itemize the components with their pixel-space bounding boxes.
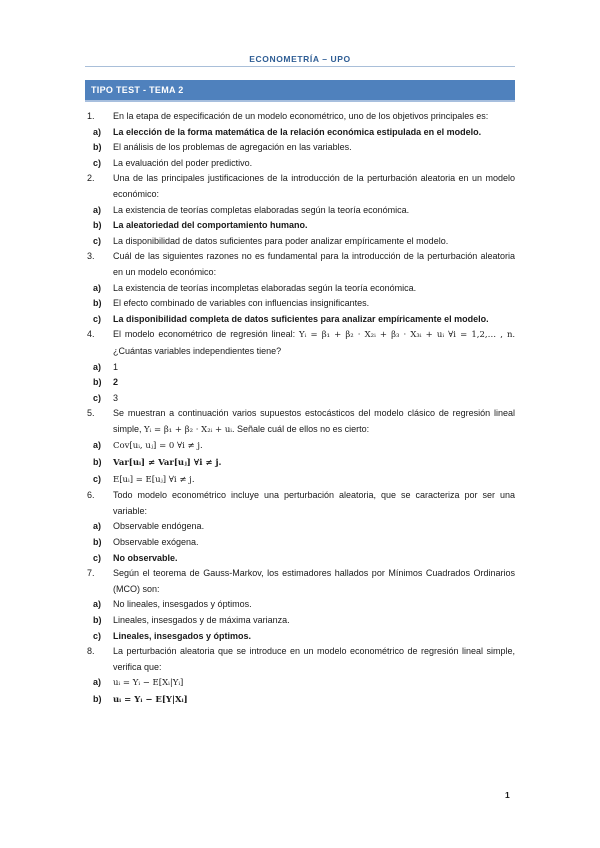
option-text: El análisis de los problemas de agregación en las variables. [113,142,352,153]
option-item [85,360,515,376]
option-item [85,519,515,535]
question-text [113,406,515,438]
option-text: La existencia de teorías completas elaboradas según la teoría económica. [113,204,410,215]
question-8 [85,644,515,675]
option-text: Observable endógena. [113,521,205,532]
option-label: c) [93,157,102,168]
option-item [85,375,515,391]
question-text: En la etapa de especificación de un modelo econométrico, uno de los objetivos principales es: [113,111,489,121]
option-label: c) [93,552,102,563]
option-item [85,438,515,455]
option-label: b) [93,457,102,468]
option-label: b) [93,220,102,231]
option-label: a) [93,677,102,688]
header-divider [85,66,515,67]
option-label: b) [93,615,102,625]
question-number: 5. [87,408,95,419]
question-3-options [85,281,515,328]
option-item [85,296,515,312]
question-text-before: El modelo econométrico de regresión lineal: [113,329,300,340]
question-6 [85,488,515,519]
option-text: 2 [113,377,119,388]
option-text: La aleatoriedad del comportamiento humano. [113,220,308,231]
option-item [85,391,515,407]
question-6-options [85,519,515,566]
section-title: TIPO TEST - TEMA 2 [91,85,184,95]
question-text: Todo modelo econométrico incluye una perturbación aleatoria, que se caracteriza por ser una variable: [113,490,515,516]
option-item [85,312,515,328]
option-item [85,140,515,156]
option-label: c) [93,235,102,246]
question-text-after: . ¿Cuántas variables independientes tiene? [113,329,515,356]
question-number: 6. [87,490,95,501]
option-label: b) [93,298,102,309]
question-number: 1. [87,111,95,121]
regression-equation: Yᵢ = β₁ + β₂ · X₂ᵢ + uᵢ [144,424,233,435]
option-item [85,692,515,709]
option-text: La elección de la forma matemática de la relación económica estipulada en el modelo. [113,126,482,137]
option-text: La disponibilidad de datos suficientes para poder analizar empíricamente el modelo. [113,235,449,246]
option-text: 1 [113,361,119,372]
option-item [85,203,515,219]
option-item [85,629,515,645]
option-label: a) [93,361,102,372]
option-text: El efecto combinado de variables con influencias insignificantes. [113,298,370,309]
option-text: La existencia de teorías incompletas elaboradas según la teoría económica. [113,282,417,293]
option-text: La evaluación del poder predictivo. [113,157,253,168]
option-text: La disponibilidad completa de datos suficientes para analizar empíricamente el modelo. [113,313,489,324]
option-text: uᵢ = Yᵢ − E[Y|Xᵢ] [113,694,188,705]
question-text: Cuál de las siguientes razones no es fundamental para la introducción de la perturbación aleatoria en un modelo económico: [113,251,515,277]
option-text: No lineales, insesgados y óptimos. [113,599,252,610]
option-text: Cov[uᵢ, uⱼ] = 0 ∀i ≠ j. [113,441,203,452]
option-item [85,472,515,489]
option-label: c) [93,392,102,403]
option-label: b) [93,377,102,388]
regression-equation: Yᵢ = β₁ + β₂ · X₂ᵢ + β₃ · X₃ᵢ + uᵢ ∀i = 1,2,… , n [299,330,513,341]
option-label: a) [93,440,102,451]
option-item [85,455,515,472]
question-5 [85,406,515,438]
option-text: E[uᵢ] = E[uⱼ] ∀i ≠ j. [113,474,195,485]
option-item [85,551,515,567]
option-label: a) [93,521,102,532]
question-1 [85,109,515,125]
option-item [85,125,515,141]
question-text: Según el teorema de Gauss-Markov, los estimadores hallados por Mínimos Cuadrados Ordinarios (MCO) son: [113,568,515,594]
question-2-options [85,203,515,250]
question-text-before: Se muestran a continuación varios supuestos estocásticos del modelo clásico de regresión lineal simple, [113,408,515,434]
option-label: c) [93,313,102,324]
question-text: Una de las principales justificaciones de la introducción de la perturbación aleatoria en un modelo económico: [113,173,515,199]
question-list [85,109,515,709]
section-banner [85,80,515,102]
question-7 [85,566,515,597]
question-3 [85,249,515,280]
question-text [113,327,515,359]
option-text: No observable. [113,552,178,563]
option-text: Lineales, insesgados y de máxima varianza. [113,615,290,625]
document-header-title: ECONOMETRÍA – UPO [249,54,351,64]
option-item [85,675,515,692]
question-text: La perturbación aleatoria que se introduce en un modelo econométrico de regresión lineal simple, verifica que: [113,646,515,672]
option-label: c) [93,630,102,641]
question-number: 4. [87,329,95,340]
option-item [85,535,515,551]
option-text: Observable exógena. [113,537,199,548]
question-number: 3. [87,251,95,262]
option-text: 3 [113,392,119,403]
question-number: 7. [87,568,95,579]
option-label: a) [93,282,102,293]
option-item [85,234,515,250]
question-text-after: . Señale cuál de ellos no es cierto: [232,423,370,434]
option-item [85,613,515,629]
question-number: 8. [87,646,95,657]
option-item [85,597,515,613]
option-text: uᵢ = Yᵢ − E[Xᵢ|Yᵢ] [113,678,184,689]
option-label: b) [93,693,102,704]
option-item [85,281,515,297]
page-number: 1 [505,790,510,800]
option-label: c) [93,473,102,484]
question-7-options [85,597,515,644]
option-label: b) [93,142,102,153]
option-item [85,156,515,172]
question-number: 2. [87,173,95,184]
option-text: Lineales, insesgados y óptimos. [113,630,252,641]
question-4 [85,327,515,359]
question-5-options [85,438,515,488]
option-item [85,218,515,234]
question-8-options [85,675,515,708]
option-label: a) [93,599,102,610]
option-label: a) [93,204,102,215]
question-4-options [85,360,515,407]
option-label: a) [93,126,102,137]
question-2 [85,171,515,202]
question-1-options [85,125,515,172]
option-label: b) [93,537,102,548]
option-text: Var[uᵢ] ≠ Var[uⱼ] ∀i ≠ j. [113,458,222,469]
